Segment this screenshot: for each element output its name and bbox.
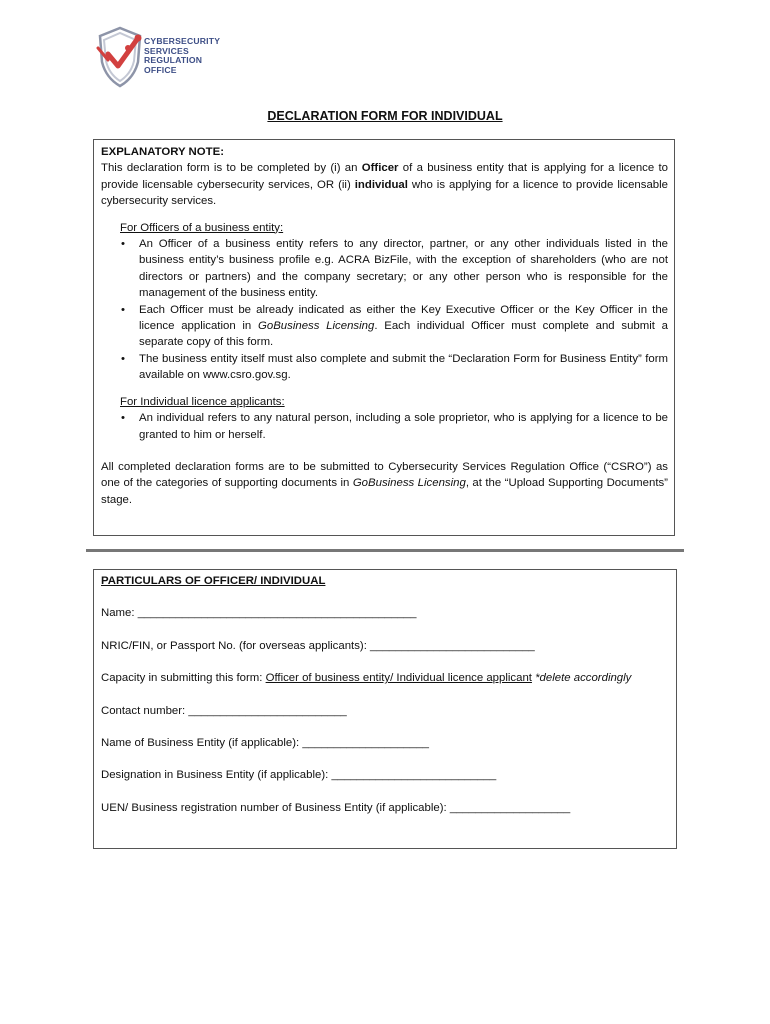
contact-number-field[interactable]: Contact number: _________________________: [101, 704, 347, 717]
logo-line: OFFICE: [144, 64, 177, 75]
logo-line: CYBERSECURITY: [144, 36, 221, 46]
particulars-box: [93, 569, 677, 849]
intro-text: who is applying for a licence to provide licensable cybersecurity services.: [101, 178, 669, 208]
document-title: DECLARATION FORM FOR INDIVIDUAL: [267, 109, 503, 123]
officer-bullet-list: [101, 236, 668, 384]
individual-subheading: For Individual licence applicants:: [120, 395, 285, 408]
closing-paragraph: [101, 459, 668, 508]
explanatory-note-box: [93, 139, 675, 536]
particulars-heading: PARTICULARS OF OFFICER/ INDIVIDUAL: [101, 575, 326, 587]
intro-text: This declaration form is to be completed by (i) an: [101, 162, 362, 175]
business-entity-name-field[interactable]: Name of Business Entity (if applicable): ____________________: [101, 737, 430, 750]
bullet-text: Each Officer must be already indicated as either the Key Executive Officer or the Key Officer in the licence application in: [139, 303, 668, 333]
officer-term: Officer: [361, 162, 399, 175]
list-item: [139, 302, 668, 351]
gobusiness-term: GoBusiness Licensing: [258, 320, 375, 333]
officers-subheading: For Officers of a business entity:: [120, 221, 284, 234]
name-field[interactable]: Name: ____________________________________________: [101, 607, 417, 620]
list-item: • The business entity itself must also complete and submit the “Declaration Form for Business Entity” form available on www.csro.gov.sg.: [139, 351, 668, 384]
designation-field[interactable]: Designation in Business Entity (if applicable): __________________________: [101, 769, 497, 782]
capacity-field[interactable]: [101, 670, 669, 686]
closing-text: , at the “Upload Supporting Documents” stage.: [101, 477, 668, 506]
shield-check-icon: [94, 24, 150, 90]
intro-text: of a business entity that is applying for a licence to provide licensable cybersecurity services, OR (ii): [101, 162, 669, 191]
individual-term: individual: [354, 178, 408, 191]
logo-line: SERVICES: [144, 45, 189, 56]
closing-text: All completed declaration forms are to be submitted to Cybersecurity Services Regulation Office (“CSRO”) as one of the categories of supporting documents in: [101, 460, 668, 490]
individual-bullet-list: [101, 410, 668, 443]
list-item: • An Officer of a business entity refers to any director, partner, or any other individuals listed in the business entity’s business profile e.g. ACRA BizFile, with the exception of shareholders (who are not directors or partners) and the company secretary; or any other person who is responsible for the management of the business entity.: [139, 236, 668, 302]
intro-paragraph: [101, 160, 668, 209]
capacity-note: *delete accordingly: [531, 672, 632, 685]
capacity-label: Capacity in submitting this form:: [101, 672, 266, 685]
nric-field[interactable]: NRIC/FIN, or Passport No. (for overseas applicants): __________________________: [101, 639, 535, 652]
uen-field[interactable]: UEN/ Business registration number of Business Entity (if applicable): ___________________: [101, 801, 571, 814]
logo-wordmark: [144, 37, 220, 75]
logo-line: REGULATION: [144, 55, 203, 66]
bullet-text: . Each individual Officer must complete and submit a separate copy of this form.: [139, 320, 668, 349]
list-item: • An individual refers to any natural person, including a sole proprietor, who is applying for a licence to be granted to him or herself.: [139, 410, 668, 443]
gobusiness-term: GoBusiness Licensing: [352, 477, 466, 490]
explanatory-note-heading: EXPLANATORY NOTE:: [101, 146, 224, 158]
capacity-options[interactable]: Officer of business entity/ Individual licence applicant: [265, 672, 532, 685]
section-divider: [86, 549, 684, 552]
